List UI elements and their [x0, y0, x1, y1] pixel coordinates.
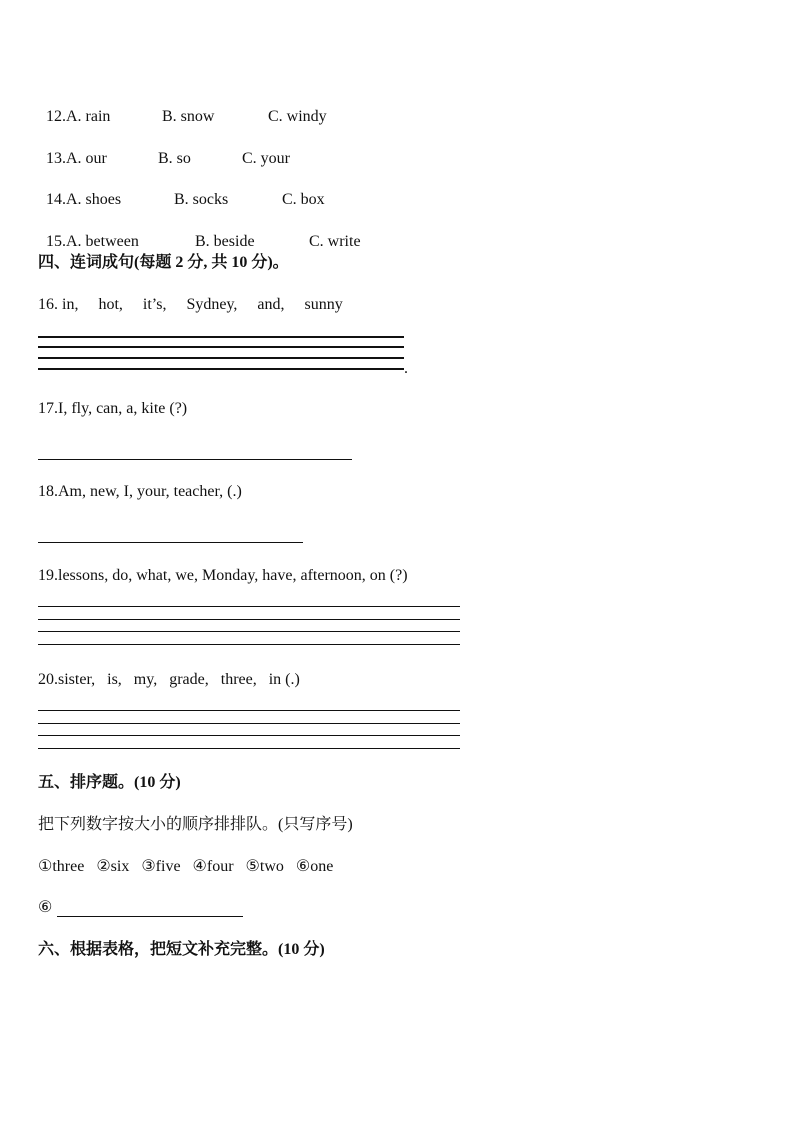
question-13: [38, 129, 290, 169]
question-14: [38, 170, 325, 210]
q18-answer-line[interactable]: [38, 542, 303, 543]
q16-answer-line-1[interactable]: [38, 336, 404, 338]
q15-option-a: A. between: [66, 233, 139, 250]
section-5-instruction: 把下列数字按大小的顺序排排队。(只写序号): [38, 816, 353, 833]
section-5-answer-line[interactable]: [57, 916, 243, 917]
question-12: [38, 87, 327, 127]
q14-option-b: B. socks: [174, 191, 229, 208]
question-20-text: 20.sister, is, my, grade, three, in (.): [38, 671, 300, 688]
q14-option-c: C. box: [282, 191, 325, 208]
section-4-title: 四、连词成句(每题 2 分, 共 10 分)。: [38, 254, 289, 271]
q15-option-c: C. write: [309, 233, 361, 250]
q13-number: 13.: [46, 150, 66, 167]
question-15: [38, 212, 361, 252]
q20-answer-line-3[interactable]: [38, 735, 460, 736]
q17-answer-line[interactable]: [38, 459, 352, 460]
question-16-text: 16. in, hot, it’s, Sydney, and, sunny: [38, 296, 343, 313]
q12-option-b: B. snow: [162, 108, 215, 125]
q20-answer-line-2[interactable]: [38, 723, 460, 724]
q12-number: 12.: [46, 108, 66, 125]
q16-answer-line-4[interactable]: [38, 368, 404, 370]
q19-answer-line-3[interactable]: [38, 631, 460, 632]
q20-answer-line-1[interactable]: [38, 710, 460, 711]
q15-number: 15.: [46, 233, 66, 250]
q19-answer-line-1[interactable]: [38, 606, 460, 607]
q20-answer-line-4[interactable]: [38, 748, 460, 749]
q13-option-c: C. your: [242, 150, 290, 167]
question-18-text: 18.Am, new, I, your, teacher, (.): [38, 483, 242, 500]
q15-option-b: B. beside: [195, 233, 255, 250]
q16-answer-line-2[interactable]: [38, 346, 404, 348]
q16-answer-line-3[interactable]: [38, 357, 404, 359]
q19-answer-line-2[interactable]: [38, 619, 460, 620]
q16-end-period: .: [404, 360, 408, 377]
q19-answer-line-4[interactable]: [38, 644, 460, 645]
question-17-text: 17.I, fly, can, a, kite (?): [38, 400, 188, 417]
section-6-title: 六、根据表格，把短文补充完整。(10 分): [38, 941, 325, 958]
section-5-answer-prefix: ⑥: [38, 899, 53, 916]
section-5-title: 五、排序题。(10 分): [38, 774, 181, 791]
q14-number: 14.: [46, 191, 66, 208]
q12-option-a: A. rain: [66, 108, 111, 125]
q12-option-c: C. windy: [268, 108, 327, 125]
section-5-items: ①three ②six ③five ④four ⑤two ⑥one: [38, 858, 334, 875]
question-19-text: 19.lessons, do, what, we, Monday, have, afternoon, on (?): [38, 567, 408, 584]
q13-option-b: B. so: [158, 150, 191, 167]
q13-option-a: A. our: [66, 150, 107, 167]
q14-option-a: A. shoes: [66, 191, 122, 208]
